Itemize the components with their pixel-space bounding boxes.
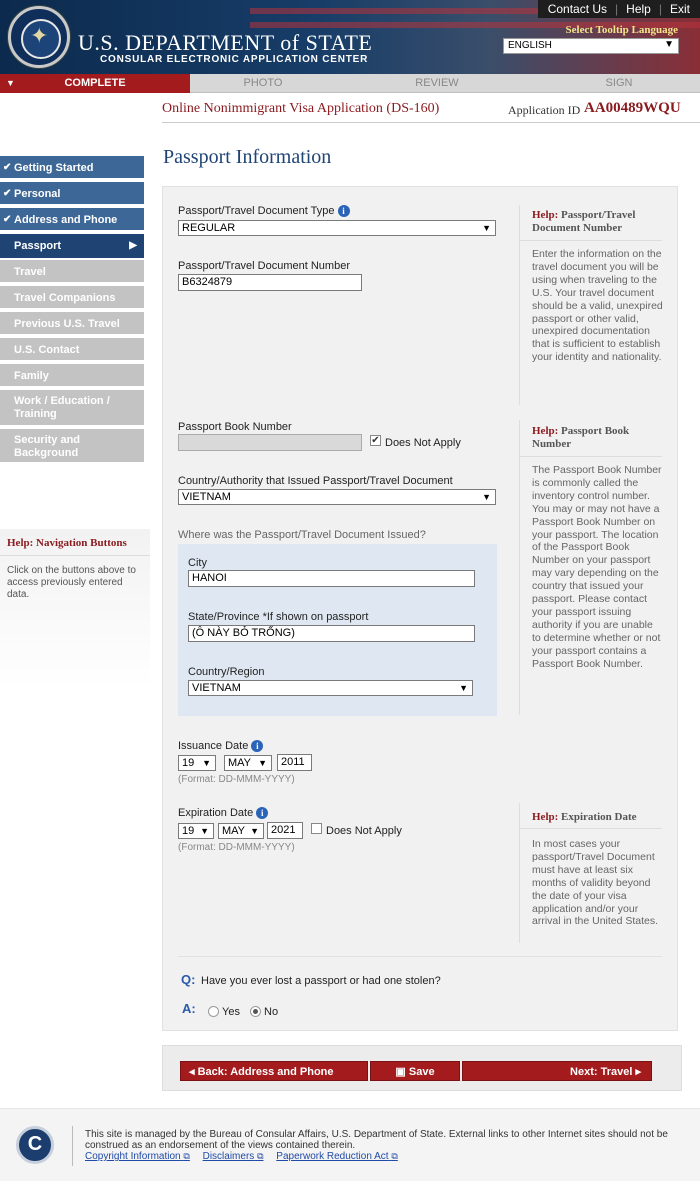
navigation-help-title <box>7 537 127 549</box>
divider <box>178 956 662 957</box>
tooltip-language-select[interactable] <box>503 38 679 54</box>
book-number-input[interactable] <box>178 434 362 451</box>
help-topic: Passport/Travel Document Number <box>532 209 636 234</box>
city-input[interactable]: HANOI <box>188 570 475 587</box>
check-icon: ✔ <box>3 188 12 199</box>
application-id-label: Application ID <box>508 103 581 117</box>
help-topic: Navigation Buttons <box>36 537 127 549</box>
region-value: VIETNAM <box>192 682 241 694</box>
state-input[interactable]: (Ô NÀY BỎ TRỐNG) <box>188 625 475 642</box>
navigation-help-text: Click on the buttons above to access previously entered data. <box>7 565 136 600</box>
help-prefix: Help: <box>532 425 559 437</box>
progress-steps <box>0 74 700 93</box>
help-topic: Passport Book Number <box>532 425 630 450</box>
sidebar-item-label: Address and Phone <box>14 214 118 226</box>
step-complete-label: COMPLETE <box>64 77 126 89</box>
divider <box>520 828 662 829</box>
answer-prefix: A: <box>182 1001 196 1016</box>
issuance-format-hint: (Format: DD-MMM-YYYY) <box>178 774 295 785</box>
copyright-link-label: Copyright Information <box>85 1151 181 1162</box>
expiration-year-input[interactable]: 2021 <box>267 822 303 839</box>
sidebar-item-address-phone[interactable] <box>0 208 144 232</box>
page-title: Passport Information <box>163 146 332 168</box>
book-does-not-apply-checkbox[interactable]: ✔ <box>371 435 380 446</box>
back-button-label: Back: Address and Phone <box>197 1066 334 1078</box>
doc-type-value: REGULAR <box>182 222 236 234</box>
copyright-link[interactable] <box>85 1151 190 1162</box>
doc-number-input[interactable]: B6324879 <box>178 274 362 291</box>
sidebar-item-work-education: Work / Education / Training <box>0 390 144 427</box>
application-id: AA00489WQU <box>584 100 681 116</box>
expiration-does-not-apply-label: Does Not Apply <box>326 825 402 837</box>
region-label: Country/Region <box>188 666 265 678</box>
help-doc-title <box>532 209 662 235</box>
info-icon[interactable]: i <box>256 807 268 819</box>
help-expiration-text: In most cases your passport/Travel Document must have at least six months of validity beyond the date of your visa application and/or your arrival in the United States. <box>532 838 659 928</box>
back-button[interactable] <box>180 1061 368 1081</box>
help-prefix: Help: <box>532 209 559 221</box>
help-link[interactable]: Help <box>626 2 651 16</box>
sidebar-item-security-background: Security and Background <box>0 429 144 464</box>
arrow-right-icon: ▸ <box>635 1066 641 1078</box>
divider <box>0 555 150 556</box>
tooltip-language-label: Select Tooltip Language <box>565 24 678 36</box>
divider <box>162 122 700 123</box>
expiration-format-hint: (Format: DD-MMM-YYYY) <box>178 842 295 853</box>
external-link-icon: ⧉ <box>183 1151 190 1161</box>
where-issued-heading: Where was the Passport/Travel Document Issued? <box>178 529 426 541</box>
chevron-down-icon: ▼ <box>258 758 267 768</box>
issuing-country-value: VIETNAM <box>182 491 231 503</box>
paperwork-link-label: Paperwork Reduction Act <box>276 1151 389 1162</box>
tooltip-language-value: ENGLISH <box>508 40 552 51</box>
save-button-label: Save <box>408 1066 435 1078</box>
sidebar-item-travel-companions: Travel Companions <box>0 286 144 310</box>
region-select[interactable] <box>188 680 473 696</box>
expiration-month-value: MAY <box>222 825 246 837</box>
state-label: State/Province *If shown on passport <box>188 611 369 623</box>
expiration-day-select[interactable] <box>178 823 214 839</box>
arrow-left-icon: ◂ <box>189 1066 195 1078</box>
help-topic: Expiration Date <box>561 811 637 823</box>
next-button-label: Next: Travel <box>570 1066 633 1078</box>
lost-passport-question: Have you ever lost a passport or had one stolen? <box>201 975 441 987</box>
book-does-not-apply-label: Does Not Apply <box>385 437 461 449</box>
department-seal-logo <box>8 6 70 68</box>
save-button[interactable] <box>370 1061 460 1081</box>
issuing-country-select[interactable] <box>178 489 496 505</box>
sidebar-item-label: Personal <box>14 188 61 200</box>
department-subtitle: CONSULAR ELECTRONIC APPLICATION CENTER <box>100 54 369 65</box>
doc-type-label-text: Passport/Travel Document Type <box>178 205 335 217</box>
department-title: U.S. DEPARTMENT of STATE <box>78 30 373 55</box>
floppy-disk-icon: ▣ <box>395 1066 406 1078</box>
footer-links <box>85 1151 408 1162</box>
question-prefix: Q: <box>181 972 196 987</box>
contact-us-link[interactable]: Contact Us <box>547 2 608 16</box>
disclaimers-link[interactable] <box>203 1151 264 1162</box>
footer-disclaimer: This site is managed by the Bureau of Consular Affairs, U.S. Department of State. External links to other Internet sites should not be construed as an endorsement of the views contained therein. <box>85 1129 668 1151</box>
issuance-month-value: MAY <box>228 757 252 769</box>
help-doc-text: Enter the information on the travel document you will be using when traveling to the U.S. Your travel document should be a valid, unexpired passport or other valid, unexpired documentation that is sufficient to establish your identity and nationality. <box>532 248 663 364</box>
no-label: No <box>264 1006 279 1018</box>
issuing-country-label: Country/Authority that Issued Passport/Travel Document <box>178 475 453 487</box>
next-button[interactable] <box>462 1061 652 1081</box>
step-photo: PHOTO <box>243 77 283 89</box>
step-sign: SIGN <box>605 77 633 89</box>
no-radio[interactable] <box>250 1006 261 1017</box>
expiration-date-label <box>178 807 268 819</box>
help-book-text: The Passport Book Number is commonly called the inventory control number. You may or may not have a Passport Book Number on your passport. The location of the Passport Book Number on your passport may vary depending on the country that issued your passport. Please contact your passport issuing authority if you are unable to determine whether or not your passport contains a Passport Book Number. <box>532 464 662 670</box>
link-separator: | <box>615 2 619 16</box>
help-prefix: Help: <box>532 811 559 823</box>
external-link-icon: ⧉ <box>391 1151 398 1161</box>
chevron-down-icon: ▼ <box>482 492 491 502</box>
doc-type-label <box>178 205 350 217</box>
doc-number-label: Passport/Travel Document Number <box>178 260 350 272</box>
expiration-month-select[interactable] <box>218 823 264 839</box>
yes-label: Yes <box>222 1006 240 1018</box>
help-prefix: Help: <box>7 537 34 549</box>
disclaimers-link-label: Disclaimers <box>202 1151 255 1162</box>
sidebar-item-label: Getting Started <box>14 162 94 174</box>
expiration-date-label-text: Expiration Date <box>178 807 254 819</box>
doc-type-select[interactable] <box>178 220 496 236</box>
divider <box>520 240 662 241</box>
ceac-logo: C <box>16 1126 54 1164</box>
city-label: City <box>188 557 207 569</box>
help-expiration-title <box>532 811 662 824</box>
chevron-down-icon: ▼ <box>459 683 468 693</box>
expiration-does-not-apply-checkbox[interactable] <box>311 823 322 834</box>
issuance-year-input[interactable]: 2011 <box>277 754 312 771</box>
check-icon: ✔ <box>3 162 12 173</box>
divider <box>72 1126 73 1166</box>
exit-link[interactable]: Exit <box>669 2 690 16</box>
issuance-day-value: 19 <box>182 757 195 769</box>
chevron-down-icon: ▼ <box>250 826 259 836</box>
triangle-down-icon: ▼ <box>6 78 15 88</box>
navigation-help-panel <box>0 529 150 689</box>
divider <box>520 456 662 457</box>
issuance-day-select[interactable] <box>178 755 216 771</box>
sidebar-item-previous-us-travel: Previous U.S. Travel <box>0 312 144 336</box>
help-book-title <box>532 425 662 451</box>
step-complete <box>0 74 190 93</box>
sidebar-item-passport[interactable] <box>0 234 144 258</box>
step-review: REVIEW <box>415 77 459 89</box>
check-icon: ✔ <box>3 214 12 225</box>
expiration-day-value: 19 <box>182 825 195 837</box>
paperwork-link[interactable] <box>276 1151 398 1162</box>
sidebar-item-label: Passport <box>14 240 62 252</box>
site-header <box>0 0 700 74</box>
chevron-down-icon: ▼ <box>664 39 674 50</box>
caret-right-icon: ▶ <box>129 240 137 251</box>
issuance-month-select[interactable] <box>224 755 272 771</box>
issuance-date-label-text: Issuance Date <box>178 740 249 752</box>
link-separator: | <box>658 2 662 16</box>
chevron-down-icon: ▼ <box>482 223 491 233</box>
info-icon[interactable]: i <box>251 740 263 752</box>
chevron-down-icon: ▼ <box>202 758 211 768</box>
sidebar-item-travel: Travel <box>0 260 144 284</box>
sidebar-item-getting-started[interactable] <box>0 156 144 180</box>
external-link-icon: ⧉ <box>257 1151 264 1161</box>
yes-radio[interactable] <box>208 1006 219 1017</box>
info-icon[interactable]: i <box>338 205 350 217</box>
sidebar-item-us-contact: U.S. Contact <box>0 338 144 362</box>
book-number-label: Passport Book Number <box>178 421 292 433</box>
chevron-down-icon: ▼ <box>200 826 209 836</box>
application-title: Online Nonimmigrant Visa Application (DS-160) <box>162 101 440 116</box>
sidebar-item-family: Family <box>0 364 144 388</box>
top-links <box>538 0 700 18</box>
sidebar-item-personal[interactable] <box>0 182 144 206</box>
issuance-date-label <box>178 740 263 752</box>
